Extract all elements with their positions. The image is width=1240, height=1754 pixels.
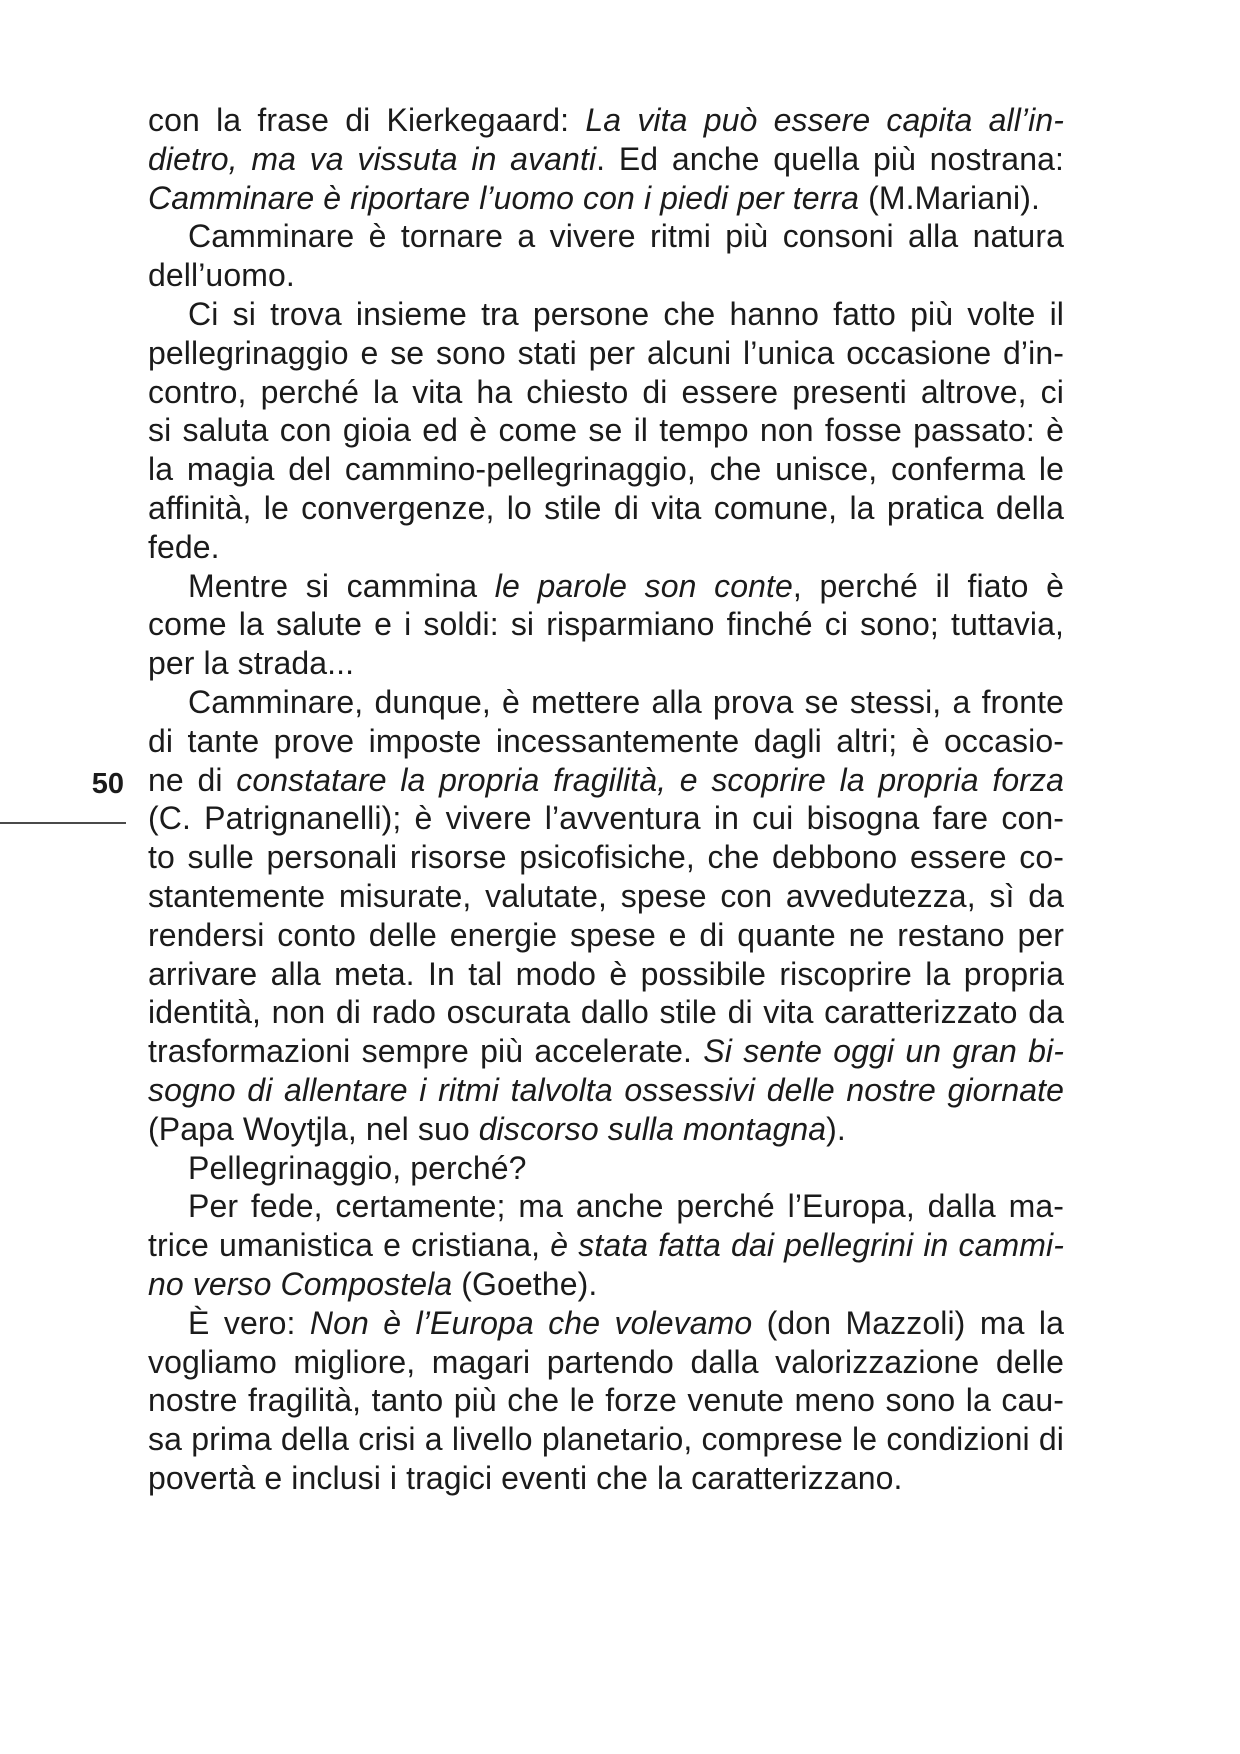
text-line (148, 1149, 1064, 1188)
italic-text-run: Camminare è riportare l’uomo con i piedi per terra (148, 179, 860, 216)
text-line (148, 217, 1064, 256)
text-line (148, 722, 1064, 761)
text-run: arrivare alla meta. In tal modo è possibile riscoprire la propria (148, 955, 1064, 992)
text-run: trice umanistica e cristiana, (148, 1227, 551, 1264)
text-line (148, 605, 1064, 644)
text-run: , perché il fiato è (792, 567, 1064, 604)
text-run: . Ed anche quella più nostrana: (596, 140, 1064, 177)
text-line (148, 1226, 1064, 1265)
italic-text-run: discorso sulla montagna (478, 1110, 827, 1147)
text-run: Mentre si cammina (188, 567, 495, 604)
text-line (148, 877, 1064, 916)
text-line (148, 1304, 1064, 1343)
text-run: pellegrinaggio e se sono stati per alcuni l’unica occasione d’in- (148, 334, 1064, 371)
text-line (148, 1420, 1064, 1459)
text-line (148, 256, 1064, 295)
text-line (148, 179, 1064, 218)
text-line (148, 334, 1064, 373)
italic-text-run: le parole son conte (494, 567, 793, 604)
text-run: Camminare, dunque, è mettere alla prova se stessi, a fronte (188, 683, 1064, 720)
folio-rule (0, 822, 126, 824)
text-line (148, 411, 1064, 450)
italic-text-run: Si sente oggi un gran bi- (703, 1033, 1064, 1070)
text-line (148, 1381, 1064, 1420)
italic-text-run: no verso Compostela (148, 1265, 453, 1302)
text-run: fede. (148, 528, 220, 565)
text-run: si saluta con gioia ed è come se il tempo non fosse passato: è (148, 412, 1064, 449)
text-run: la magia del cammino-pellegrinaggio, che unisce, conferma le (148, 451, 1064, 488)
italic-text-run: constatare la propria fragilità, e scoprire la propria forza (236, 761, 1064, 798)
text-run: Camminare è tornare a vivere ritmi più consoni alla natura (188, 218, 1064, 255)
text-run: per la strada... (148, 645, 355, 682)
text-line (148, 1459, 1064, 1498)
text-run: contro, perché la vita ha chiesto di essere presenti altrove, ci (148, 373, 1064, 410)
text-line (148, 101, 1064, 140)
text-line (148, 528, 1064, 567)
text-line (148, 955, 1064, 994)
text-run: nostre fragilità, tanto più che le forze venute meno sono la cau- (148, 1382, 1064, 1419)
italic-text-run: La vita può essere capita all’in- (585, 102, 1064, 138)
text-column (148, 101, 1064, 1498)
italic-text-run: sogno di allentare i ritmi talvolta ossessivi delle nostre giornate (148, 1071, 1064, 1108)
text-line (148, 567, 1064, 606)
text-run: con la frase di Kierkegaard: (148, 102, 586, 138)
text-run: vogliamo migliore, magari partendo dalla valorizzazione delle (148, 1343, 1064, 1380)
text-run: identità, non di rado oscurata dallo stile di vita caratterizzato da (148, 994, 1064, 1031)
text-run: di tante prove imposte incessantemente dagli altri; è occasio- (148, 722, 1064, 759)
text-line (148, 916, 1064, 955)
text-run: povertà e inclusi i tragici eventi che la caratterizzano. (148, 1459, 903, 1496)
text-run: Per fede, certamente; ma anche perché l’Europa, dalla ma- (188, 1188, 1064, 1225)
text-line (148, 373, 1064, 412)
text-run: (M.Mariani). (859, 179, 1040, 216)
text-run: È vero: (188, 1304, 310, 1341)
text-run: affinità, le convergenze, lo stile di vita comune, la pratica della (148, 489, 1064, 526)
text-run: stantemente misurate, valutate, spese con avvedutezza, sì da (148, 877, 1064, 914)
text-line (148, 1265, 1064, 1304)
text-line (148, 644, 1064, 683)
text-run: rendersi conto delle energie spese e di quante ne restano per (148, 916, 1064, 953)
text-run: ). (826, 1110, 846, 1147)
text-line (148, 683, 1064, 722)
text-run: (C. Patrignanelli); è vivere l’avventura in cui bisogna fare con- (148, 800, 1064, 837)
text-run: trasformazioni sempre più accelerate. (148, 1033, 704, 1070)
text-line (148, 295, 1064, 334)
text-run: to sulle personali risorse psicofisiche, che debbono essere co- (148, 839, 1064, 876)
text-line (148, 1071, 1064, 1110)
text-run: ne di (148, 761, 237, 798)
text-line (148, 761, 1064, 800)
text-run: sa prima della crisi a livello planetario, comprese le condizioni di (148, 1421, 1064, 1458)
text-run: come la salute e i soldi: si risparmiano finché ci sono; tuttavia, (148, 606, 1064, 643)
text-run: (don Mazzoli) ma la (752, 1304, 1064, 1341)
text-run: dell’uomo. (148, 257, 295, 294)
text-line (148, 1110, 1064, 1149)
text-run: (Goethe). (452, 1265, 598, 1302)
text-line (148, 993, 1064, 1032)
text-run: Pellegrinaggio, perché? (188, 1149, 527, 1186)
text-line (148, 140, 1064, 179)
italic-text-run: Non è l’Europa che volevamo (309, 1304, 753, 1341)
italic-text-run: dietro, ma va vissuta in avanti (148, 140, 597, 177)
page-number: 50 (91, 768, 124, 800)
italic-text-run: è stata fatta dai pellegrini in cammi- (550, 1227, 1064, 1264)
text-line (148, 450, 1064, 489)
text-line (148, 799, 1064, 838)
text-line (148, 489, 1064, 528)
text-line (148, 1032, 1064, 1071)
text-run: (Papa Woytjla, nel suo (148, 1110, 479, 1147)
text-run: Ci si trova insieme tra persone che hanno fatto più volte il (188, 295, 1064, 332)
text-line (148, 838, 1064, 877)
text-line (148, 1343, 1064, 1382)
text-line (148, 1187, 1064, 1226)
